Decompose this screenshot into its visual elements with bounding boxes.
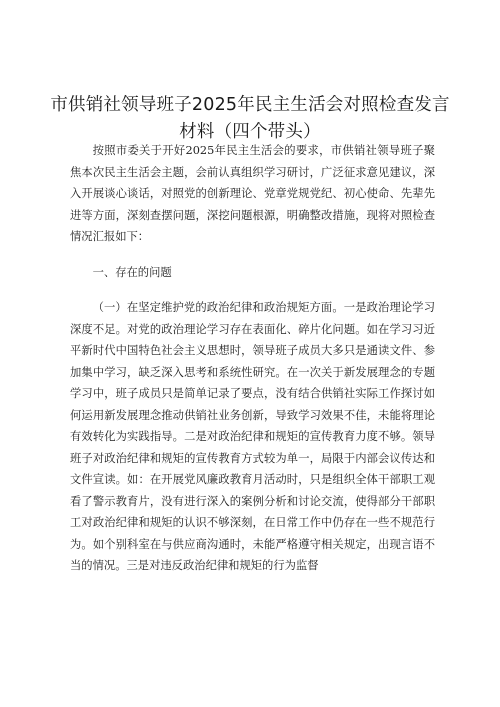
- document-body: [70, 140, 435, 577]
- document-title: [40, 92, 460, 146]
- intro-paragraph: 按照市委关于开好2025年民主生活会的要求，市供销社领导班子聚焦本次民主生活会主题，会前认真组织学习研讨，广泛征求意见建议，深入开展谈心谈话，对照党的创新理论、党章党规党纪、初心使命、先辈先进等方面，深刻查摆问题，深挖问题根源，明确整改措施，现将对照检查情况汇报如下：: [70, 144, 435, 243]
- section-heading: 一、存在的问题: [92, 265, 172, 279]
- title-line-1: 市供销社领导班子2025年民主生活会对照检查发言: [50, 95, 450, 115]
- title-line-2: 材料（四个带头）: [179, 122, 321, 142]
- paragraph-1: （一）在坚定维护党的政治纪律和政治规矩方面。一是政治理论学习深度不足。对党的政治理论学习存在表面化、碎片化问题。如在学习习近平新时代中国特色社会主义思想时，领导班子成员大多只是通读文件、参加集中学习，缺乏深入思考和系统性研究。在一次关于新发展理念的专题学习中，班子成员只是简单记录了要点，没有结合供销社实际工作探讨如何运用新发展理念推动供销社业务创新，导致学习效果不佳，未能将理论有效转化为实践指导。二是对政治纪律和规矩的宣传教育力度不够。领导班子对政治纪律和规矩的宣传教育方式较为单一，局限于内部会议传达和文件宣读。如：在开展党风廉政教育月活动时，只是组织全体干部职工观看了警示教育片，没有进行深入的案例分析和讨论交流，使得部分干部职工对政治纪律和规矩的认识不够深刻，在日常工作中仍存在一些不规范行为。如个别科室在与供应商沟通时，未能严格遵守相关规定，出现言语不当的情况。三是对违反政治纪律和规矩的行为监督: [70, 301, 435, 572]
